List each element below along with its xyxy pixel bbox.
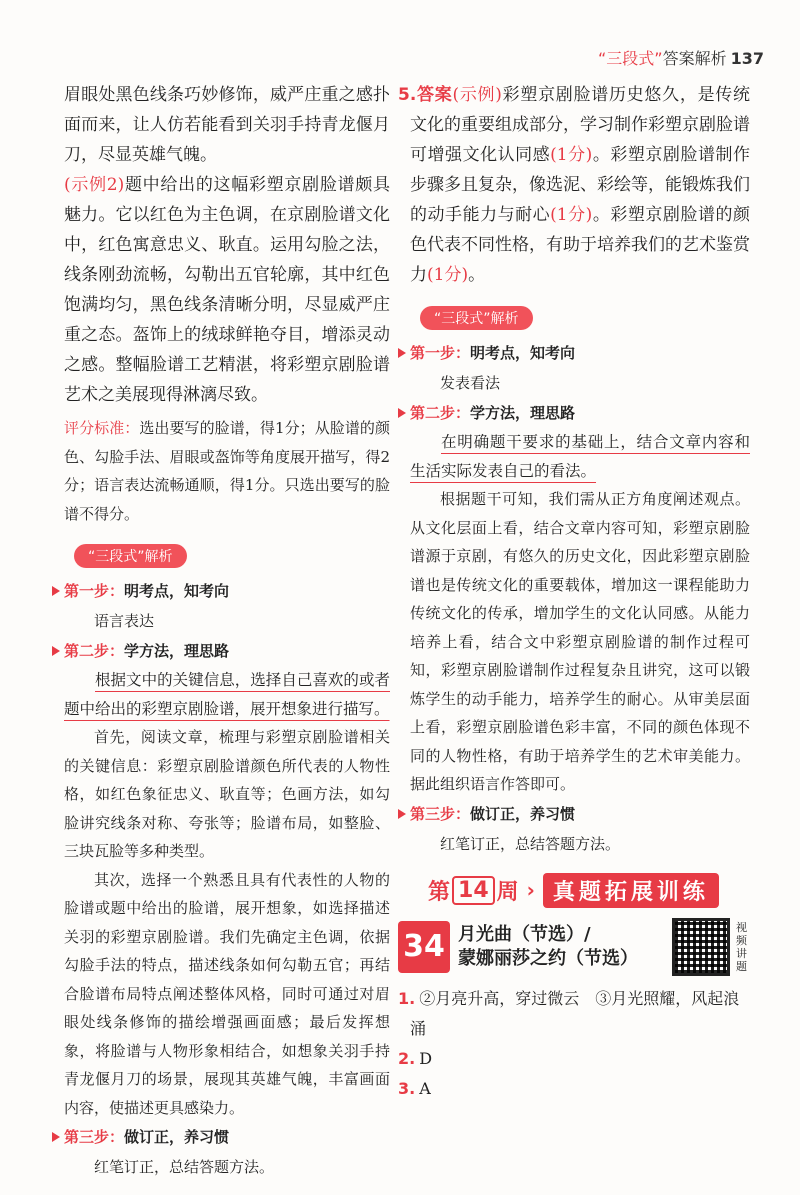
q5-number: 5. [398, 85, 417, 105]
step-2-method: 根据文中的关键信息，选择自己喜欢的或者题中给出的彩塑京剧脸谱，展开想象进行描写。 [64, 671, 390, 718]
step-3-sub: 红笔订正，总结答题方法。 [440, 834, 621, 853]
step-1-label: 第一步： [410, 344, 471, 362]
example-2-label: (示例2) [64, 175, 125, 195]
q5-text-3: 。彩塑京剧脸谱的颜色代表不同性格，有助于培养我们的艺术鉴赏力 [410, 205, 750, 285]
answer-3 [398, 1074, 750, 1104]
pointer-icon [398, 809, 406, 819]
step-3-title: 做订正，养习惯 [124, 1128, 230, 1146]
right-column [398, 80, 751, 1104]
step-2-title: 学方法，理思路 [124, 642, 230, 660]
criteria-label: 评分标准： [64, 419, 140, 437]
step-1-title: 明考点，知考向 [124, 582, 230, 600]
lesson-number: 34 [398, 921, 450, 973]
step-2-label: 第二步： [64, 642, 125, 660]
step-2-method: 在明确题干要求的基础上，结合文章内容和生活实际发表自己的看法。 [410, 433, 750, 480]
step-1-sub: 语言表达 [94, 612, 155, 630]
step-3 [398, 799, 750, 829]
q5-text-2: 。彩塑京剧脸谱制作步骤多且复杂，像选泥、彩绘等，能锻炼我们的动手能力与耐心 [410, 145, 750, 225]
left-column [64, 80, 390, 1182]
lesson-title-2: 蒙娜丽莎之约（节选） [458, 947, 638, 969]
qr-label: 视频讲题 [736, 920, 747, 973]
pointer-icon [52, 586, 60, 596]
answer-2-text: D [419, 1048, 433, 1068]
q5-score-1: (1分) [550, 145, 593, 165]
page-header [598, 46, 764, 69]
step-3-sub: 红笔订正，总结答题方法。 [94, 1158, 275, 1176]
step-2 [398, 398, 750, 428]
pointer-icon [52, 1132, 60, 1142]
week-banner [428, 873, 750, 908]
answer-1-text: ②月亮升高，穿过微云 ③月光照耀，风起浪涌 [410, 988, 740, 1038]
q5-score-3: (1分) [427, 265, 469, 285]
answer-2 [398, 1044, 750, 1074]
qr-code-icon[interactable] [672, 918, 730, 976]
q5-answer [398, 80, 751, 290]
example-2 [64, 170, 390, 410]
header-text: 答案解析 [662, 49, 727, 68]
step-2-para-2: 其次，选择一个熟悉且具有代表性的人物的脸谱或题中给出的脸谱，展开想象，如选择描述关羽的彩塑京剧脸谱。我们先确定主色调，依据勾脸手法的特点，描述线条如何勾勒五官；再结合脸谱布局特点阐述整体风格，同时可通过对眉眼处线条修饰的描绘增强画面感；最后发挥想象，将脸谱与人物形象相结合，如想象关羽手持青龙偃月刀的场景，展现其英雄气魄，丰富画面内容，使描述更具感染力。 [64, 870, 390, 1117]
step-3-label: 第三步： [64, 1128, 125, 1146]
answer-2-number: 2. [398, 1048, 416, 1068]
pointer-icon [398, 348, 406, 358]
step-3 [52, 1122, 390, 1152]
step-2-para-1: 根据题干可知，我们需从正方角度阐述观点。从文化层面上看，结合文章内容可知，彩塑京剧脸谱源于京剧，有悠久的历史文化，因此彩塑京剧脸谱也是传统文化的重要载体，增加这一课程能助力传统文化的传承，增加学生的文化认同感。从能力培养上看，结合文中彩塑京剧脸谱的制作过程可知，彩塑京剧脸谱制作过程复杂且讲究，这可以锻炼学生的动手能力，培养学生的耐心。从审美层面上看，彩塑京剧脸谱色彩丰富，不同的颜色体现不同的人物性格，有助于培养学生的艺术审美能力。据此组织语言作答即可。 [410, 490, 750, 793]
answer-1 [398, 984, 750, 1044]
week-prefix: 第 [428, 879, 451, 905]
week-suffix: 周 [496, 879, 519, 905]
q5-text-4: 。 [468, 265, 486, 285]
step-2-para-1: 首先，阅读文章，梳理与彩塑京剧脸谱相关的关键信息：彩塑京剧脸谱颜色所代表的人物性格，如红色象征忠义、耿直等；色画方法，如勾脸讲究线条对称、夸张等；脸谱布局，如整脸、三块瓦脸等多种类型。 [64, 728, 390, 860]
q5-score-2: (1分) [550, 205, 593, 225]
chevron-right-icon: › [526, 878, 535, 902]
q5-answer-label: 答案 [416, 85, 453, 105]
lesson-title-1: 月光曲（节选）/ [458, 923, 591, 945]
analysis-pill: “三段式”解析 [420, 306, 533, 330]
page-number: 137 [730, 49, 764, 68]
q5-text-1: 彩塑京剧脸谱历史悠久，是传统文化的重要组成部分，学习制作彩塑京剧脸谱可增强文化认同感 [410, 85, 751, 165]
pointer-icon [398, 408, 406, 418]
criteria-text: 选出要写的脸谱，得1分；从脸谱的颜色、勾脸手法、眉眼或盔饰等角度展开描写，得2分；语言表达流畅通顺，得1分。只选出要写的脸谱不得分。 [64, 419, 390, 523]
step-1-sub: 发表看法 [440, 374, 501, 392]
header-tag: “三段式” [597, 49, 663, 68]
lesson-header [403, 918, 750, 976]
pointer-icon [52, 646, 60, 656]
step-2-title: 学方法，理思路 [470, 404, 576, 422]
para-continued: 眉眼处黑色线条巧妙修饰，威严庄重之感扑面而来，让人仿若能看到关羽手持青龙偃月刀，尽显英雄气魄。 [64, 85, 390, 165]
answer-3-text: A [419, 1078, 431, 1098]
step-2-label: 第二步： [410, 404, 471, 422]
week-title: 真题拓展训练 [543, 873, 719, 908]
step-3-title: 做订正，养习惯 [470, 804, 576, 823]
analysis-pill: “三段式”解析 [74, 544, 187, 568]
step-1-title: 明考点，知考向 [470, 344, 576, 362]
step-1-label: 第一步： [64, 582, 125, 600]
step-1 [398, 338, 750, 368]
step-3-label: 第三步： [410, 804, 471, 823]
step-2 [52, 636, 390, 666]
answer-1-number: 1. [398, 988, 416, 1008]
q5-example-label: (示例) [452, 85, 502, 105]
answer-3-number: 3. [398, 1078, 416, 1098]
step-1 [52, 576, 390, 606]
week-number: 14 [452, 876, 495, 905]
scoring-criteria [64, 414, 390, 528]
lesson-title [458, 923, 658, 971]
example-2-text: 题中给出的这幅彩塑京剧脸谱颇具魅力。它以红色为主色调，在京剧脸谱文化中，红色寓意忠义、耿直。运用勾脸之法，线条刚劲流畅，勾勒出五官轮廓，其中红色饱满均匀，黑色线条清晰分明，尽显威严庄重之态。盔饰上的绒球鲜艳夺目，增添灵动之感。整幅脸谱工艺精湛，将彩塑京剧脸谱艺术之美展现得淋漓尽致。 [64, 175, 390, 405]
